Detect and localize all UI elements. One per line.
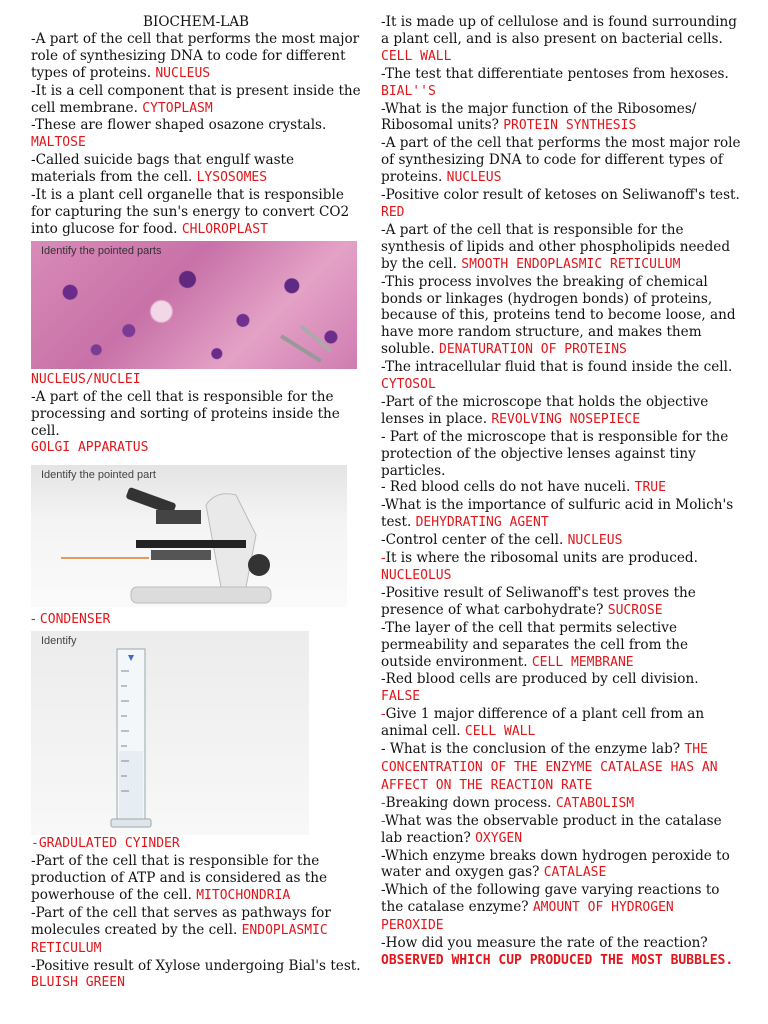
question: -What is the major function of the Ribosomes/ Ribosomal units?: [381, 100, 697, 134]
qa-item: [31, 905, 361, 958]
answer: REVOLVING NOSEPIECE: [491, 411, 641, 427]
answer: CYTOSOL: [381, 377, 436, 393]
answer: CATABOLISM: [555, 795, 635, 811]
answer: OBSERVED WHICH CUP PRODUCED THE MOST BUBBLES.: [381, 952, 734, 968]
qa-item: [381, 706, 741, 741]
qa-item: [381, 222, 741, 274]
question: -Red blood cells are produced by cell division.: [381, 671, 699, 688]
answer: SUCROSE: [607, 602, 663, 618]
question: Breaking down process.: [385, 794, 552, 811]
qa-item: [31, 31, 361, 83]
image-caption: Identify: [41, 635, 77, 648]
qa-item: [381, 935, 741, 970]
qa-item: [31, 371, 361, 389]
answer: BIAL''S: [381, 83, 436, 99]
answer: OXYGEN: [475, 830, 523, 846]
question: - Red blood cells do not have nuceli.: [381, 479, 631, 496]
question: What was the observable product in the catalase lab reaction?: [381, 812, 722, 846]
question: -The intracellular fluid that is found inside the cell.: [381, 359, 733, 376]
qa-item: [381, 620, 741, 672]
question: Give 1 major difference of a plant cell from an animal cell.: [381, 706, 705, 740]
question: -The test that differentiate pentoses from hexoses.: [381, 65, 729, 82]
qa-item: [381, 101, 741, 136]
question: -Part of the microscope that holds the objective lenses in place.: [381, 393, 709, 427]
answer: CELL MEMBRANE: [531, 654, 634, 670]
answer: TRUE: [634, 480, 666, 496]
question: -It is a plant cell organelle that is responsible for capturing the sun's energy to convert CO2 into glucose for food.: [31, 187, 350, 237]
answer: MITOCHONDRIA: [196, 887, 291, 903]
answer: NUCLEUS: [567, 533, 623, 549]
question: - Part of the microscope that is responsible for the protection of the objective lenses against tiny particles.: [381, 428, 729, 479]
answer: CELL WALL: [381, 48, 452, 64]
answer: LYSOSOMES: [196, 170, 268, 186]
answer: CHLOROPLAST: [181, 221, 268, 237]
qa-item: [31, 152, 361, 187]
question: -Called suicide bags that engulf waste materials from the cell.: [31, 152, 295, 186]
qa-item: [381, 585, 741, 620]
qa-item: [381, 497, 741, 532]
cell-micrograph-image: [31, 241, 357, 369]
answer: NUCLEUS: [155, 65, 211, 81]
question: -A part of the cell that is responsible for the processing and sorting of proteins inside the cell.: [31, 388, 340, 439]
question: -It is a cell component that is present inside the cell membrane.: [31, 82, 361, 116]
qa-item: [381, 187, 741, 222]
question: -Control center of the cell.: [381, 532, 564, 549]
qa-item: [381, 741, 741, 795]
question: -These are flower shaped osazone crystals.: [31, 117, 327, 134]
question: - What is the conclusion of the enzyme lab?: [381, 741, 681, 758]
question: -Positive result of Seliwanoff's test proves the presence of what carbohydrate?: [381, 584, 696, 618]
qa-item: [31, 389, 361, 458]
question: -A part of the cell that performs the most major role of synthesizing DNA to code for different types of proteins.: [381, 135, 741, 186]
qa-item: [381, 550, 741, 585]
answer: CELL WALL: [464, 724, 536, 740]
qa-item: [381, 359, 741, 394]
qa-item: [31, 117, 361, 152]
question: -A part of the cell that is responsible for the synthesis of lipids and other phospholipids needed by the cell.: [381, 221, 731, 272]
dash: -: [381, 706, 386, 723]
qa-item: [31, 83, 361, 118]
qa-item: [31, 187, 361, 239]
microscope-image: [31, 465, 347, 607]
qa-item: [381, 795, 741, 813]
qa-item: [381, 66, 741, 101]
question: -Which enzyme breaks down hydrogen peroxide to water and oxygen gas?: [381, 847, 730, 881]
question: It is where the ribosomal units are produced.: [385, 550, 698, 567]
qa-item: [381, 671, 741, 706]
answer: BLUISH GREEN: [31, 975, 125, 991]
qa-item: [381, 882, 741, 935]
answer: DENATURATION OF PROTEINS: [439, 342, 627, 358]
qa-item: [381, 135, 741, 187]
right-column: [381, 14, 741, 970]
qa-item: [381, 394, 741, 429]
question: -Positive result of Xylose undergoing Bial's test.: [31, 957, 361, 974]
pointer-arrows-icon: [31, 241, 357, 369]
qa-item: [31, 611, 361, 629]
answer: SMOOTH ENDOPLASMIC RETICULUM: [461, 256, 681, 272]
image-caption: Identify the pointed parts: [41, 244, 162, 257]
question: -Which of the following gave varying reactions to the catalase enzyme?: [381, 882, 720, 916]
qa-item: [381, 848, 741, 883]
image-caption: Identify the pointed part: [41, 469, 156, 482]
microscope-icon: [31, 465, 347, 607]
qa-item: [381, 532, 741, 550]
qa-item: [31, 958, 361, 993]
graduated-cylinder-icon: [31, 631, 309, 835]
answer: NUCLEUS: [446, 170, 502, 186]
answer: THE CONCENTRATION OF THE ENZYME CATALASE HAS AN AFFECT ON THE REACTION RATE: [381, 742, 718, 793]
answer: CYTOPLASM: [142, 100, 213, 116]
left-column: [31, 14, 361, 992]
answer: GOLGI APPARATUS: [31, 440, 149, 456]
answer: CONDENSER: [39, 612, 111, 628]
dash: -: [381, 812, 385, 829]
qa-item: [381, 429, 741, 480]
dash: -: [381, 794, 386, 811]
question: -What is the importance of sulfuric acid in Molich's test.: [381, 497, 734, 531]
question: -It is made up of cellulose and is found surrounding a plant cell, and is also present on bacterial cells.: [381, 14, 737, 47]
answer: ENDOPLASMIC RETICULUM: [31, 922, 328, 956]
page-title: BIOCHEM-LAB: [142, 14, 250, 30]
question: -The layer of the cell that permits selective permeability and separates the cell from the outside environment.: [381, 619, 689, 670]
question: -Part of the cell that serves as pathways for molecules created by the cell.: [31, 904, 331, 938]
graduated-cylinder-image: [31, 631, 309, 835]
answer: AMOUNT OF HYDROGEN PEROXIDE: [381, 900, 674, 934]
qa-item: [31, 853, 361, 905]
qa-item: [31, 835, 361, 853]
answer: -GRADULATED CYINDER: [31, 836, 180, 852]
qa-item: [381, 479, 741, 497]
dash: -: [31, 611, 40, 628]
question: -This process involves the breaking of chemical bonds or linkages (hydrogen bonds) of proteins, because of this, proteins tend to become loose, and have more random structure, and makes them soluble.: [381, 273, 736, 358]
answer: CATALASE: [543, 865, 607, 881]
question: -How did you measure the rate of the reaction?: [381, 935, 708, 952]
answer: NUCLEUS/NUCLEI: [31, 371, 141, 387]
answer: DEHYDRATING AGENT: [415, 515, 549, 531]
answer: FALSE: [381, 689, 421, 705]
question: -A part of the cell that performs the most major role of synthesizing DNA to code for different types of proteins.: [31, 30, 360, 81]
qa-item: [381, 274, 741, 360]
dash: -: [381, 550, 386, 567]
qa-item: [381, 14, 741, 66]
answer: NUCLEOLUS: [381, 568, 452, 583]
answer: PROTEIN SYNTHESIS: [503, 118, 637, 134]
answer: MALTOSE: [31, 135, 86, 151]
question: -Part of the cell that is responsible for the production of ATP and is considered as the powerhouse of the cell.: [31, 853, 328, 903]
qa-item: [381, 813, 741, 848]
answer: RED: [381, 204, 405, 220]
question: -Positive color result of ketoses on Seliwanoff's test.: [381, 187, 740, 204]
